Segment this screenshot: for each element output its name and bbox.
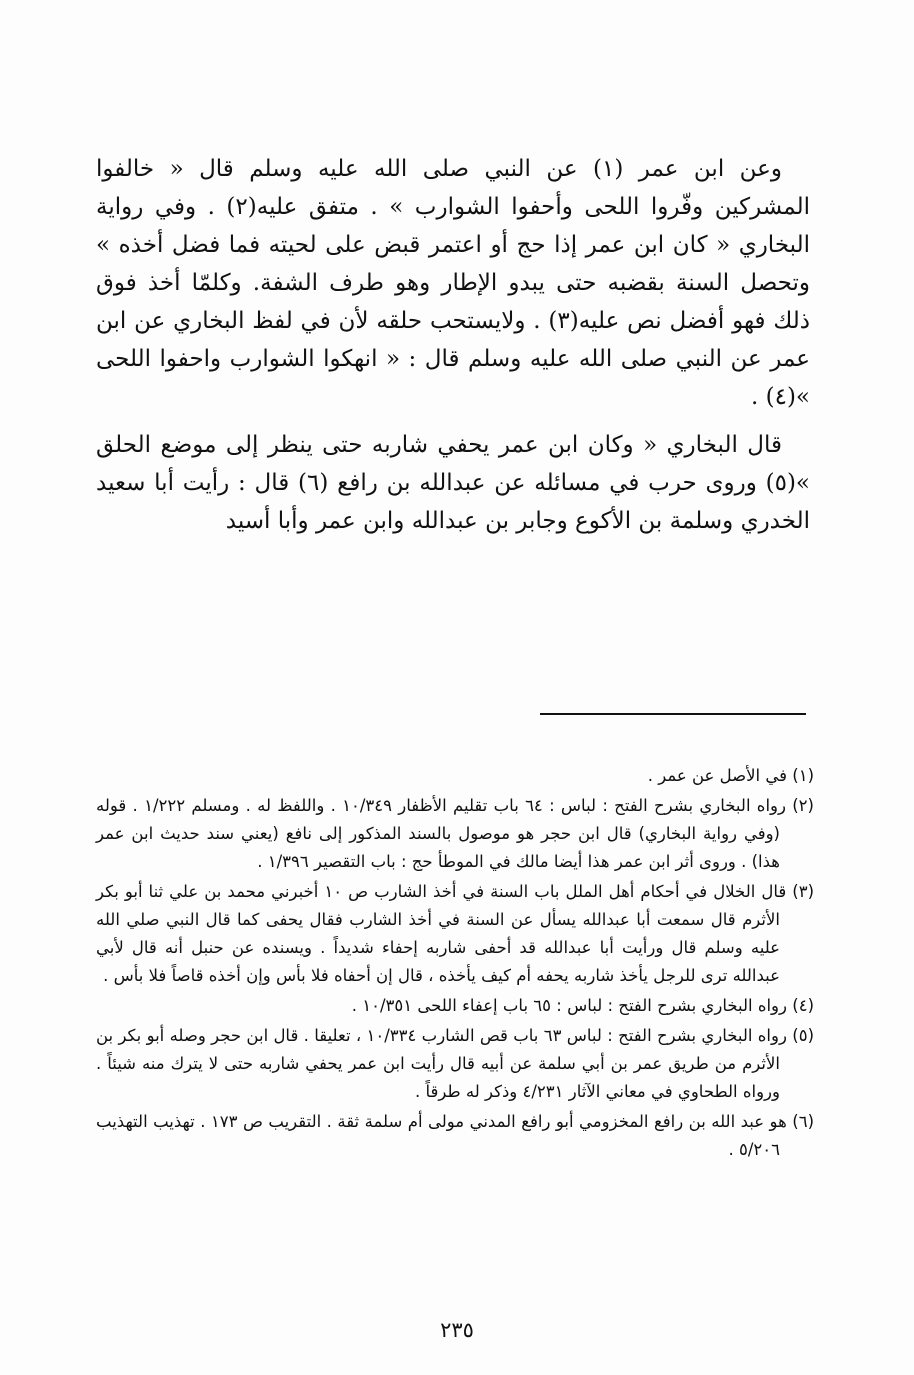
footnote-4: (٤) رواه البخاري بشرح الفتح : لباس : ٦٥ باب إعفاء اللحى ١٠/٣٥١ . — [351, 996, 814, 1015]
main-text — [96, 150, 810, 550]
footnote-5: (٥) رواه البخاري بشرح الفتح : لباس ٦٣ باب قص الشارب ١٠/٣٣٤ ، تعليقا . قال ابن حجر وصله أبو بكر بن الأثرم من طريق عمر بن أبي سلمة عن أبيه قال رأيت ابن عمر يحفي شاربه حتى لا يترك منه شيئاً . ورواه الطحاوي في معاني الآثار ٤/٢٣١ وذكر له طرقاً . — [96, 1026, 815, 1101]
page-number: ٢٣٥ — [440, 1318, 474, 1342]
footnote-3: (٣) قال الخلال في أحكام أهل الملل باب السنة في أخذ الشارب ص ١٠ أخبرني محمد بن علي ثنا أبو بكر الأثرم قال سمعت أبا عبدالله يسأل عن السنة في أخذ الشارب فقال يحفى كما قال النبي صلي الله عليه وسلم قال ورأيت أبا عبدالله قد أحفى شاربه إحفاء شديداً . ويسنده عن حنبل أنه قال لأبي عبدالله ترى للرجل يأخذ شاربه يحفه أم كيف يأخذه ، قال إن أحفاه فلا بأس وإن أخذه قاصاً فلا بأس . — [96, 882, 814, 985]
footnotes — [96, 762, 814, 1166]
main-paragraph-2: قال البخاري « وكان ابن عمر يحفي شاربه حتى ينظر إلى موضع الحلق »(٥) وروى حرب في مسائله عن عبدالله بن رافع (٦) قال : رأيت أبا سعيد الخدري وسلمة بن الأكوع وجابر بن عبدالله وابن عمر وأبا أسيد — [96, 432, 810, 534]
main-paragraph-1: وعن ابن عمر (١) عن النبي صلى الله عليه وسلم قال « خالفوا المشركين وفّروا اللحى وأحفوا الشوارب » . متفق عليه(٢) . وفي رواية البخاري « كان ابن عمر إذا حج أو اعتمر قبض على لحيته فما فضل أخذه » وتحصل السنة بقضبه حتى يبدو الإطار وهو طرف الشفة. وكلمّا أخذ فوق ذلك فهو أفضل نص عليه(٣) . ولايستحب حلقه لأن في لفظ البخاري عن ابن عمر عن النبي صلى الله عليه وسلم قال : « انهكوا الشوارب واحفوا اللحى »(٤) . — [96, 156, 810, 410]
footnote-2: (٢) رواه البخاري بشرح الفتح : لباس : ٦٤ باب تقليم الأظفار ١٠/٣٤٩ . واللفظ له . ومسلم ١/٢٢٢ . قوله (وفي رواية البخاري) قال ابن حجر هو موصول بالسند المذكور إلى نافع (يعني سند حديث ابن عمر هذا) . وروى أثر ابن عمر هذا أيضا مالك في الموطأ حج : باب التقصير ١/٣٩٦ . — [96, 796, 814, 871]
footnote-1: (١) في الأصل عن عمر . — [647, 766, 814, 785]
footnote-separator — [540, 713, 806, 715]
footnote-6: (٦) هو عبد الله بن رافع المخزومي أبو رافع المدني مولى أم سلمة ثقة . التقريب ص ١٧٣ . تهذيب التهذيب ٥/٢٠٦ . — [96, 1112, 814, 1159]
